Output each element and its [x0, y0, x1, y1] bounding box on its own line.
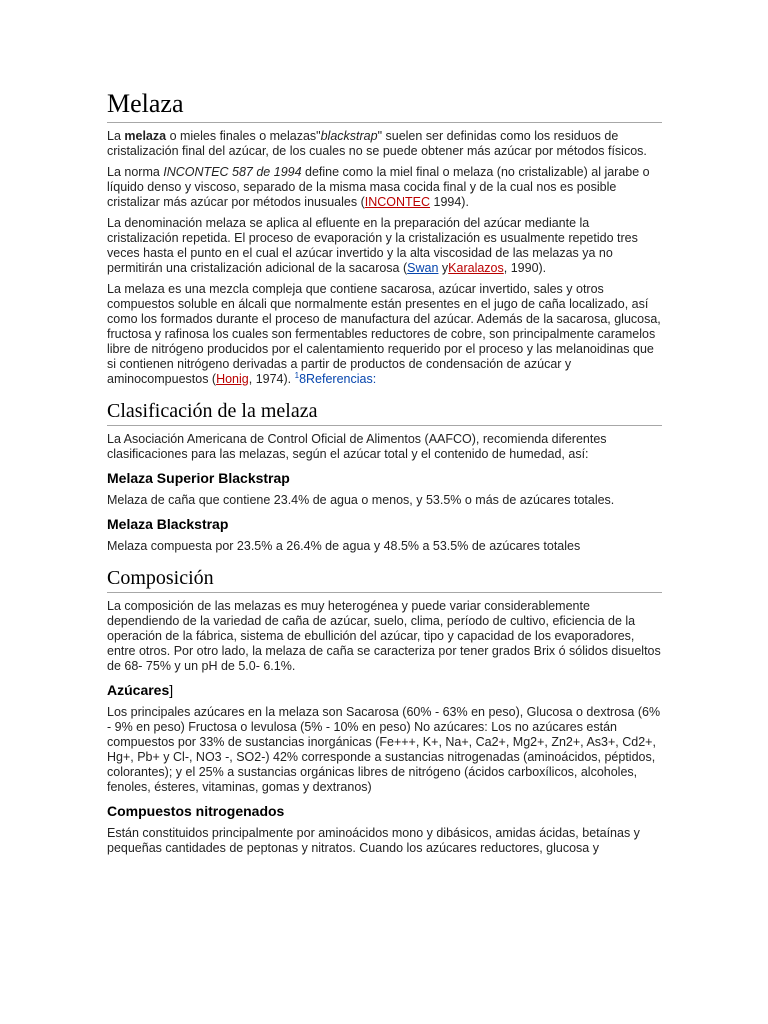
subheading-compuestos-nitrogenados: Compuestos nitrogenados [107, 803, 285, 819]
azucares-paragraph: Los principales azúcares en la melaza son Sacarosa (60% - 63% en peso), Glucosa o dextrosa (6% - 9% en peso) Fructosa o levulosa (5% - 10% en peso) No azúcares: Los no azúcares están compuestos por 33% de sustancias inorgánicas (Fe+++, K+, Na+, Ca2+, Mg2+, Zn2+, As3+, Cd2+, Hg+, Pb+ y Cl-, NO3 -, SO2-) 42% corresponde a sustancias nitrogenadas (aminoácidos, péptidos, colorantes); y el 25% a sustancias orgánicas libres de nitrógeno (ácidos carboxílicos, alcoholes, fenoles, ésteres, vitaminas, gomas y dextranos) [107, 705, 661, 794]
denominacion-text: , 1990). [503, 261, 547, 275]
intro-bold-term: melaza [124, 129, 167, 143]
norma-text: La norma [107, 165, 164, 179]
clasificacion-paragraph: La Asociación Americana de Control Oficial de Alimentos (AAFCO), recomienda diferentes clasificaciones para las melazas, según el azúcar total y el contenido de humedad, así: [107, 432, 607, 461]
intro-text: " suelen ser definidas como los residuos de cristalización final del azúcar, de los cuales no se puede obtener más azúcar por métodos físicos. [107, 129, 647, 158]
intro-text: o mieles finales o melazas" [166, 129, 321, 143]
composicion-paragraph: La composición de las melazas es muy heterogénea y puede variar considerablemente dependiendo de la variedad de caña de azúcar, suelo, clima, período de cultivo, eficiencia de la operación de la fábrica, sistema de ebullición del azúcar, tipo y capacidad de los evaporadores, entre otros. Por otro lado, la melaza de caña se caracteriza por tener grados Brix ó sólidos disueltos de 68- 75% y un pH de 5.0- 6.1%. [107, 599, 661, 673]
page-title: Melaza [107, 88, 662, 123]
denominacion-text: y [438, 261, 449, 275]
denominacion-text: La denominación melaza se aplica al efluente en la preparación del azúcar mediante la cristalización repetida. El proceso de evaporación y la cristalización es usualmente repetido tres veces hasta el punto en el cual el azúcar invertido y la alta viscosidad de las melazas ya no permitirán una cristalización adicional de la sacarosa ( [107, 216, 638, 275]
mezcla-paragraph [107, 282, 662, 387]
norma-paragraph [107, 165, 662, 210]
norma-text: define como la miel final o melaza (no cristalizable) al jarabe o líquido denso y viscoso, separado de la misma masa cocida final y de la cual nos es posible cristalizar más azúcar por métodos inusuales ( [107, 165, 650, 209]
section-heading-composicion: Composición [107, 566, 662, 593]
norma-text: 1994). [430, 195, 469, 209]
section-heading-clasificacion: Clasificación de la melaza [107, 399, 662, 426]
incontec-link[interactable]: INCONTEC [364, 195, 431, 209]
article-body [107, 88, 662, 862]
intro-text: La [107, 129, 125, 143]
footnote-link[interactable]: 1 [294, 370, 300, 380]
subheading-melaza-blackstrap: Melaza Blackstrap [107, 516, 229, 532]
nitrogenados-paragraph: Están constituidos principalmente por aminoácidos mono y dibásicos, amidas ácidas, betaínas y pequeñas cantidades de peptonas y nitratos. Cuando los azúcares reductores, glucosa y [107, 826, 640, 855]
intro-italic-term: blackstrap [320, 129, 378, 143]
mezcla-text: La melaza es una mezcla compleja que contiene sacarosa, azúcar invertido, sales y otros compuestos soluble en álcali que normalmente están presentes en el jugo de caña localizado, así como los formados durante el proceso de manufactura del azúcar. Además de la sacarosa, glucosa, fructosa y rafinosa los cuales son fermentables reductores de cobre, son principalmente caramelos libre de nitrógeno producidos por el calentamiento requerido por el proceso y las melanoidinas que si contienen nitrógeno derivadas a partir de productos de condensación de azúcar y aminocompuestos ( [107, 282, 661, 386]
mezcla-text: , 1974). [248, 372, 295, 386]
melaza-superior-paragraph: Melaza de caña que contiene 23.4% de agua o menos, y 53.5% o más de azúcares totales. [107, 493, 615, 507]
honig-link[interactable]: Honig [216, 372, 249, 386]
intro-paragraph [107, 129, 662, 159]
heading-bracket: ] [169, 682, 174, 698]
subheading-azucares [107, 682, 662, 699]
subheading-melaza-superior: Melaza Superior Blackstrap [107, 470, 290, 486]
karalazos-link[interactable]: Karalazos [448, 261, 504, 275]
denominacion-paragraph [107, 216, 662, 276]
azucares-heading-text: Azúcares [107, 682, 170, 698]
norma-italic-term: INCONTEC 587 de 1994 [163, 165, 302, 179]
melaza-blackstrap-paragraph: Melaza compuesta por 23.5% a 26.4% de agua y 48.5% a 53.5% de azúcares totales [107, 539, 581, 553]
swan-link[interactable]: Swan [407, 261, 439, 275]
references-link[interactable]: 8Referencias: [299, 372, 377, 386]
